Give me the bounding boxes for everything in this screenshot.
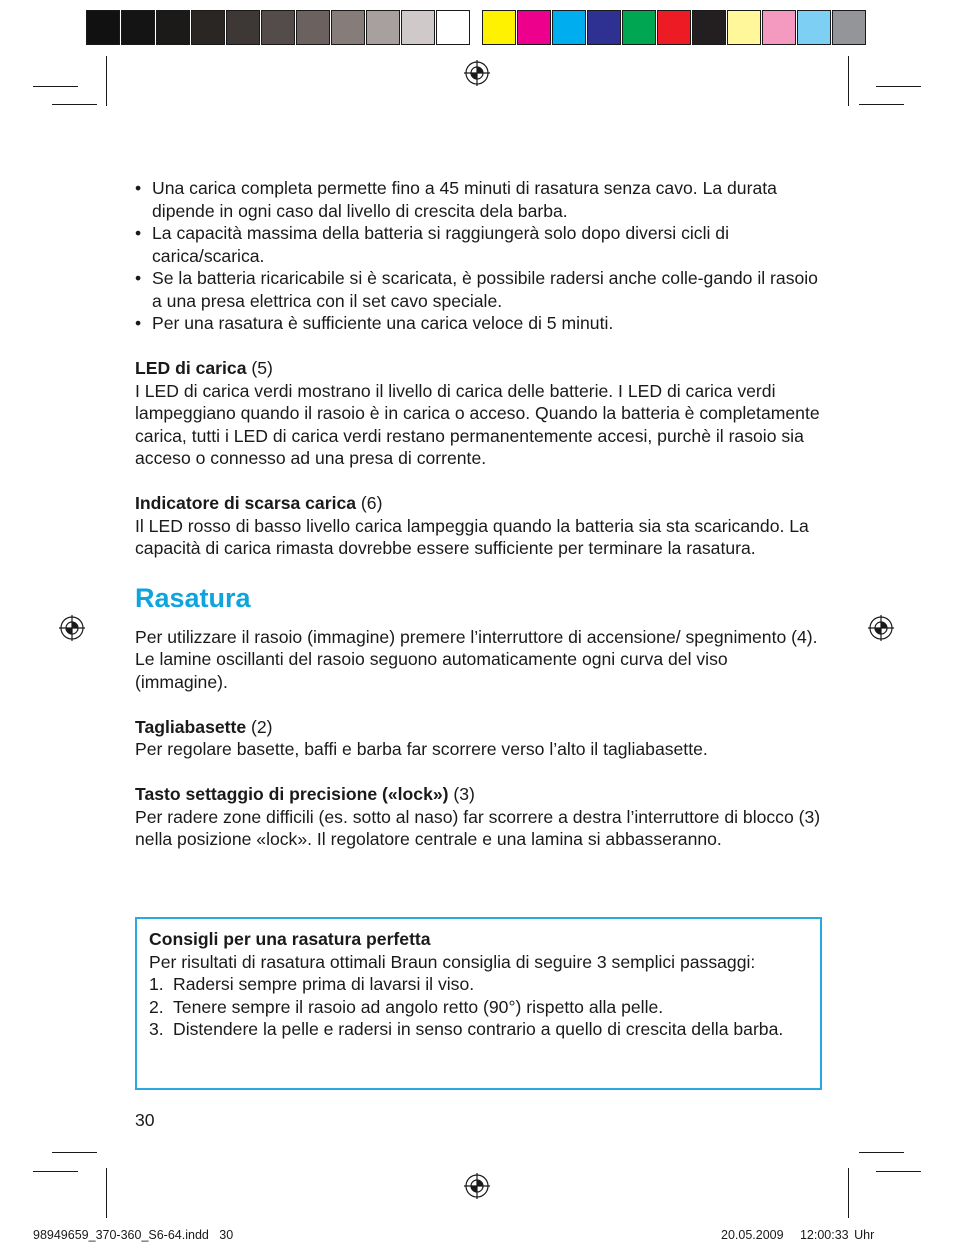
led-body: I LED di carica verdi mostrano il livello di carica delle batterie. I LED di carica verdi lampeggiano quando il rasoio è in carica o acceso. Quando la batteria è completamente carica, tutti i LED di carica verdi restano permanentemente accesi, purchè il rasoio sia acceso o connesso ad una presa di corrente. (135, 380, 820, 468)
color-swatch (331, 10, 365, 45)
low-charge-title: Indicatore di scarsa carica (135, 493, 357, 513)
list-item (149, 1018, 808, 1041)
list-item (149, 973, 808, 996)
list-item (149, 996, 808, 1019)
led-ref: (5) (246, 358, 273, 378)
lock-title: Tasto settaggio di precisione («lock») (135, 784, 449, 804)
color-swatch (261, 10, 295, 45)
step-text: Distendere la pelle e radersi in senso contrario a quello di crescita della barba. (173, 1019, 784, 1039)
trimmer-title: Tagliabasette (135, 716, 247, 737)
trimmer-section (135, 716, 825, 761)
list-item: • Per una rasatura è sufficiente una carica veloce di 5 minuti. (135, 312, 825, 335)
page-content (135, 177, 825, 851)
color-swatch (226, 10, 260, 45)
tips-intro: Per risultati di rasatura ottimali Braun consiglia di seguire 3 semplici passaggi: (149, 951, 756, 972)
battery-bullet-list (135, 177, 825, 335)
tips-steps (149, 973, 808, 1041)
tips-box (135, 917, 822, 1090)
rasatura-body: Per utilizzare il rasoio (immagine) premere l’interruttore di accensione/ spegnimento (4). Le lamine oscillanti del rasoio seguono automaticamente ogni curva del viso (immagine). (135, 626, 818, 692)
color-swatch (296, 10, 330, 45)
led-title: LED di carica (135, 358, 247, 378)
color-swatch (517, 10, 551, 45)
led-section (135, 357, 825, 470)
lock-body: Per radere zone difficili (es. sotto al naso) far scorrere a destra l’interruttore di blocco (3) nella posizione «lock». Il regolatore centrale e una lamina si abbasseranno. (135, 806, 821, 849)
color-swatch (86, 10, 120, 45)
color-swatch (692, 10, 726, 45)
tips-title-text: Consigli per una rasatura perfetta (149, 929, 431, 949)
registration-mark-icon (464, 1173, 490, 1199)
color-swatch (436, 10, 470, 45)
color-swatch (587, 10, 621, 45)
registration-mark-icon (59, 615, 85, 641)
color-swatch (657, 10, 691, 45)
lock-section (135, 783, 825, 851)
color-swatch (191, 10, 225, 45)
footer-timestamp: 20.05.2009 12:00:33 Uhr (721, 1228, 875, 1242)
color-swatch (156, 10, 190, 45)
low-charge-heading (135, 492, 825, 515)
lock-heading (135, 783, 825, 806)
grayscale-color-bar (86, 10, 471, 47)
registration-mark-icon (868, 615, 894, 641)
step-text: Radersi sempre prima di lavarsi il viso. (173, 974, 475, 994)
color-swatch (482, 10, 516, 45)
low-charge-section (135, 492, 825, 560)
page-number: 30 (135, 1110, 155, 1130)
step-number: 1. (149, 974, 164, 994)
color-swatch (366, 10, 400, 45)
trimmer-heading (135, 716, 825, 739)
list-item: • Se la batteria ricaricabile si è scaricata, è possibile radersi anche colle-gando il rasoio a una presa elettrica con il set cavo speciale. (135, 267, 825, 312)
list-item: • Una carica completa permette fino a 45 minuti di rasatura senza cavo. La durata dipende in ogni caso dal livello di crescita dela barba. (135, 177, 825, 222)
list-item: • La capacità massima della batteria si raggiungerà solo dopo diversi cicli di carica/scarica. (135, 222, 825, 267)
color-swatch (121, 10, 155, 45)
color-swatch (832, 10, 866, 45)
color-swatch (552, 10, 586, 45)
trimmer-body: Per regolare basette, baffi e barba far scorrere verso l’alto il tagliabasette. (135, 739, 708, 759)
color-swatch (622, 10, 656, 45)
trimmer-ref: (2) (246, 716, 273, 737)
footer-file-info: 98949659_370-360_S6-64.indd 30 (33, 1228, 234, 1242)
lock-ref: (3) (448, 784, 475, 804)
color-swatch (401, 10, 435, 45)
step-number: 3. (149, 1019, 164, 1039)
registration-mark-icon (464, 60, 490, 86)
color-swatch (762, 10, 796, 45)
step-number: 2. (149, 996, 164, 1017)
low-charge-body: Il LED rosso di basso livello carica lampeggia quando la batteria sia sta scaricando. La capacità di carica rimasta dovrebbe essere sufficiente per terminare la rasatura. (135, 515, 809, 558)
color-swatch (727, 10, 761, 45)
process-color-bar (482, 10, 867, 47)
tips-title (149, 928, 808, 951)
low-charge-ref: (6) (356, 493, 383, 513)
led-heading (135, 357, 825, 380)
section-heading-rasatura: Rasatura (135, 582, 251, 613)
step-text: Tenere sempre il rasoio ad angolo retto (90°) rispetto alla pelle. (173, 996, 664, 1017)
color-swatch (797, 10, 831, 45)
